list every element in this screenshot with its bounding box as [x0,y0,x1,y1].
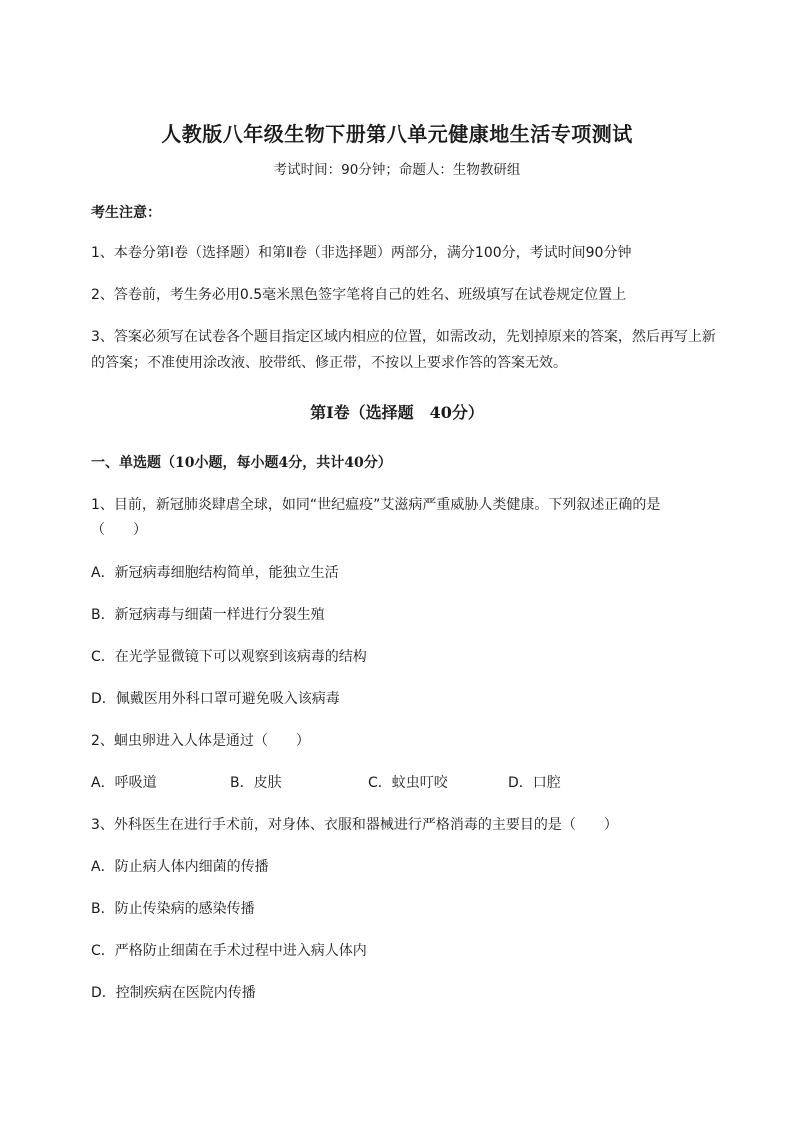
question-1-option-a: A．新冠病毒细胞结构简单，能独立生活 [91,565,339,581]
question-1-option-c: C．在光学显微镜下可以观察到该病毒的结构 [91,649,367,665]
question-2-option-b: B．皮肤 [230,775,282,791]
question-1-stem-cont: （ ） [91,522,147,538]
part-heading: 一、单选题（10小题，每小题4分，共计40分） [91,455,392,471]
exam-title: 人教版八年级生物下册第八单元健康地生活专项测试 [161,122,633,146]
exam-subtitle: 考试时间：90分钟；命题人：生物教研组 [273,162,521,178]
notice-heading: 考生注意： [91,205,161,221]
question-2-stem: 2、蛔虫卵进入人体是通过（ ） [91,733,310,749]
question-3-stem: 3、外科医生在进行手术前，对身体、衣服和器械进行严格消毒的主要目的是（ ） [91,817,618,833]
question-1-stem: 1、目前，新冠肺炎肆虐全球，如同“世纪瘟疫”艾滋病严重威胁人类健康。下列叙述正确的是 [91,497,661,513]
question-3-option-a: A．防止病人体内细菌的传播 [91,859,269,875]
notice-item-3: 3、答案必须写在试卷各个题目指定区域内相应的位置，如需改动，先划掉原来的答案，然后再写上新 [91,329,716,345]
notice-item-2: 2、答卷前，考生务必用0.5毫米黑色签字笔将自己的姓名、班级填写在试卷规定位置上 [91,287,627,303]
question-1-option-d: D．佩戴医用外科口罩可避免吸入该病毒 [91,691,340,707]
question-3-option-d: D．控制疾病在医院内传播 [91,985,256,1001]
question-2-option-d: D．口腔 [508,775,561,791]
notice-item-1: 1、本卷分第I卷（选择题）和第Ⅱ卷（非选择题）两部分，满分100分，考试时间90分钟 [91,245,632,261]
question-1-option-b: B．新冠病毒与细菌一样进行分裂生殖 [91,607,325,623]
question-2-option-a: A．呼吸道 [91,775,157,791]
question-2-option-c: C．蚊虫叮咬 [368,775,448,791]
notice-item-3-cont: 的答案；不准使用涂改液、胶带纸、修正带，不按以上要求作答的答案无效。 [91,355,567,371]
section-title: 第I卷（选择题 40分） [310,403,484,422]
question-3-option-b: B．防止传染病的感染传播 [91,901,255,917]
question-3-option-c: C．严格防止细菌在手术过程中进入病人体内 [91,943,367,959]
